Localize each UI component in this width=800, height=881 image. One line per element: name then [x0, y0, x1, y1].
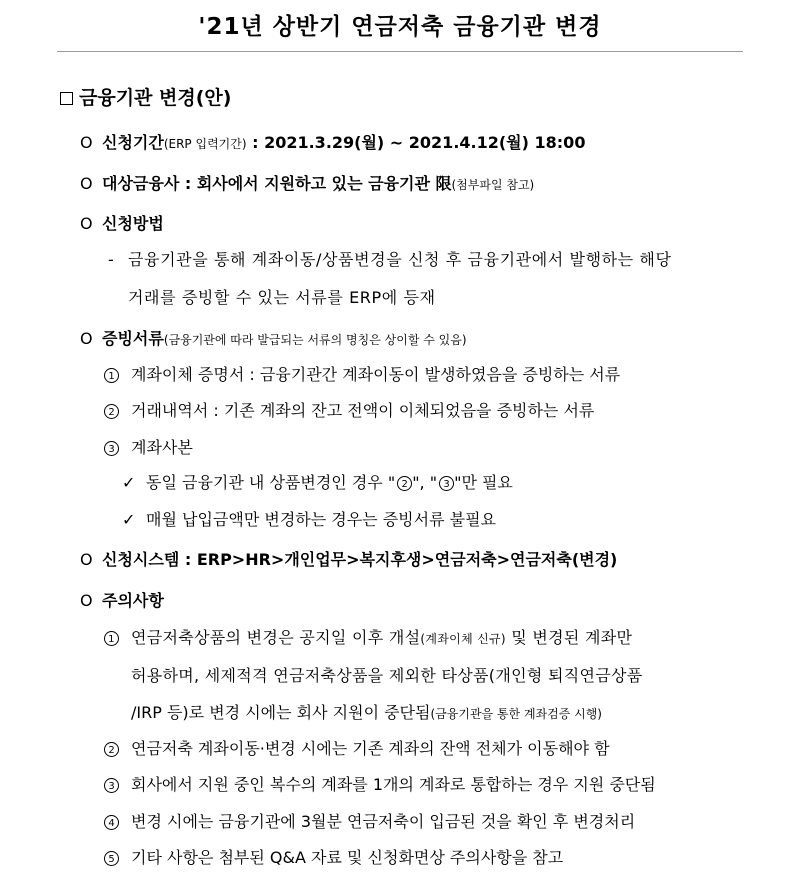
notes-item1-text-a: 연금저축상품의 변경은 공지일 이후 개설 — [131, 628, 421, 647]
system-line — [80, 548, 617, 572]
notes-line — [80, 589, 164, 613]
method-text-1: 금융기관을 통해 계좌이동/상품변경을 신청 후 금융기관에서 발행하는 해당 — [128, 250, 672, 269]
circled-number: 4 — [104, 815, 119, 830]
docs-check-1 — [122, 471, 513, 495]
check1-text-c: "만 필요 — [454, 473, 513, 492]
circled-number: 5 — [104, 851, 119, 866]
docs-item-text: 계좌이체 증명서 : 금융기관간 계좌이동이 발생하였음을 증빙하는 서류 — [131, 365, 621, 384]
method-line — [80, 212, 164, 236]
period-label: 신청기간 — [102, 133, 164, 152]
circle-bullet: O — [80, 133, 93, 152]
check-icon: ✓ — [122, 510, 136, 529]
notes-item-1-line-2: 허용하며, 세제적격 연금저축상품을 제외한 타상품(개인형 퇴직연금상품 — [131, 666, 643, 685]
notes-item-text: 기타 사항은 첨부된 Q&A 자료 및 신청화면상 주의사항을 참고 — [131, 848, 564, 867]
notes-item1-note: (계좌이체 신규) — [420, 632, 506, 646]
check1-text-b: ", " — [412, 473, 438, 492]
docs-line — [80, 327, 467, 352]
dash-bullet: - — [108, 250, 115, 269]
docs-item-text: 계좌사본 — [131, 438, 193, 457]
circle-bullet: O — [80, 214, 93, 233]
target-label: 대상금융사 : 회사에서 지원하고 있는 금융기관 限 — [102, 174, 452, 193]
circled-number: 1 — [104, 631, 119, 646]
notes-item1-note-2: (금융기관을 통한 계좌검증 시행) — [430, 707, 602, 721]
period-value: : 2021.3.29(월) ~ 2021.4.12(월) 18:00 — [246, 133, 586, 152]
docs-item — [104, 363, 620, 387]
docs-label: 증빙서류 — [102, 329, 164, 348]
docs-note: (금융기관에 따라 발급되는 서류의 명칭은 상이할 수 있음) — [163, 333, 467, 347]
circled-number: 1 — [104, 368, 119, 383]
circle-bullet: O — [80, 329, 93, 348]
check2-text: 매월 납입금액만 변경하는 경우는 증빙서류 불필요 — [146, 510, 497, 529]
docs-check-2 — [122, 508, 496, 532]
circle-bullet: O — [80, 174, 93, 193]
circled-number: 3 — [104, 441, 119, 456]
notes-item — [104, 737, 610, 761]
system-label: 신청시스템 : ERP>HR>개인업무>복지후생>연금저축>연금저축(변경) — [102, 550, 618, 569]
circled-number: 2 — [104, 742, 119, 757]
docs-item-text: 거래내역서 : 기존 계좌의 잔고 전액이 이체되었음을 증빙하는 서류 — [131, 401, 595, 420]
circle-bullet: O — [80, 591, 93, 610]
method-desc-1 — [108, 248, 672, 272]
circled-number: 3 — [104, 778, 119, 793]
circled-number: 3 — [439, 476, 454, 491]
notes-item1-text-b: 및 변경된 계좌만 — [505, 628, 633, 647]
circle-bullet: O — [80, 550, 93, 569]
notes-label: 주의사항 — [102, 591, 164, 610]
section-heading — [60, 86, 231, 110]
docs-item — [104, 436, 193, 460]
section-heading-text: 금융기관 변경(안) — [79, 87, 232, 109]
period-line — [80, 131, 585, 156]
notes-item-1-line-1 — [104, 626, 632, 651]
notes-item — [104, 846, 563, 870]
notes-item-text: 회사에서 지원 중인 복수의 계좌를 1개의 계좌로 통합하는 경우 지원 중단됨 — [131, 775, 656, 794]
target-note: (첨부파일 참고) — [451, 178, 535, 192]
notes-item — [104, 810, 635, 834]
notes-item1-text-c: /IRP 등)로 변경 시에는 회사 지원이 중단됨 — [131, 703, 431, 722]
title-divider — [57, 51, 743, 52]
document-title: '21년 상반기 연금저축 금융기관 변경 — [198, 14, 602, 40]
empty-square-icon — [60, 92, 73, 105]
method-desc-2: 거래를 증빙할 수 있는 서류를 ERP에 등재 — [128, 288, 436, 307]
docs-item — [104, 399, 594, 423]
target-line — [80, 172, 534, 197]
circled-number: 2 — [397, 476, 412, 491]
notes-item — [104, 773, 656, 797]
method-label: 신청방법 — [102, 214, 164, 233]
check1-text-a: 동일 금융기관 내 상품변경인 경우 " — [146, 473, 396, 492]
notes-item-1-line-3 — [131, 701, 602, 726]
period-note: (ERP 입력기간) — [163, 137, 247, 151]
notes-item-text: 변경 시에는 금융기관에 3월분 연금저축이 입금된 것을 확인 후 변경처리 — [131, 812, 636, 831]
notes-item-text: 연금저축 계좌이동·변경 시에는 기존 계좌의 잔액 전체가 이동해야 함 — [131, 739, 610, 758]
check-icon: ✓ — [122, 473, 136, 492]
circled-number: 2 — [104, 404, 119, 419]
